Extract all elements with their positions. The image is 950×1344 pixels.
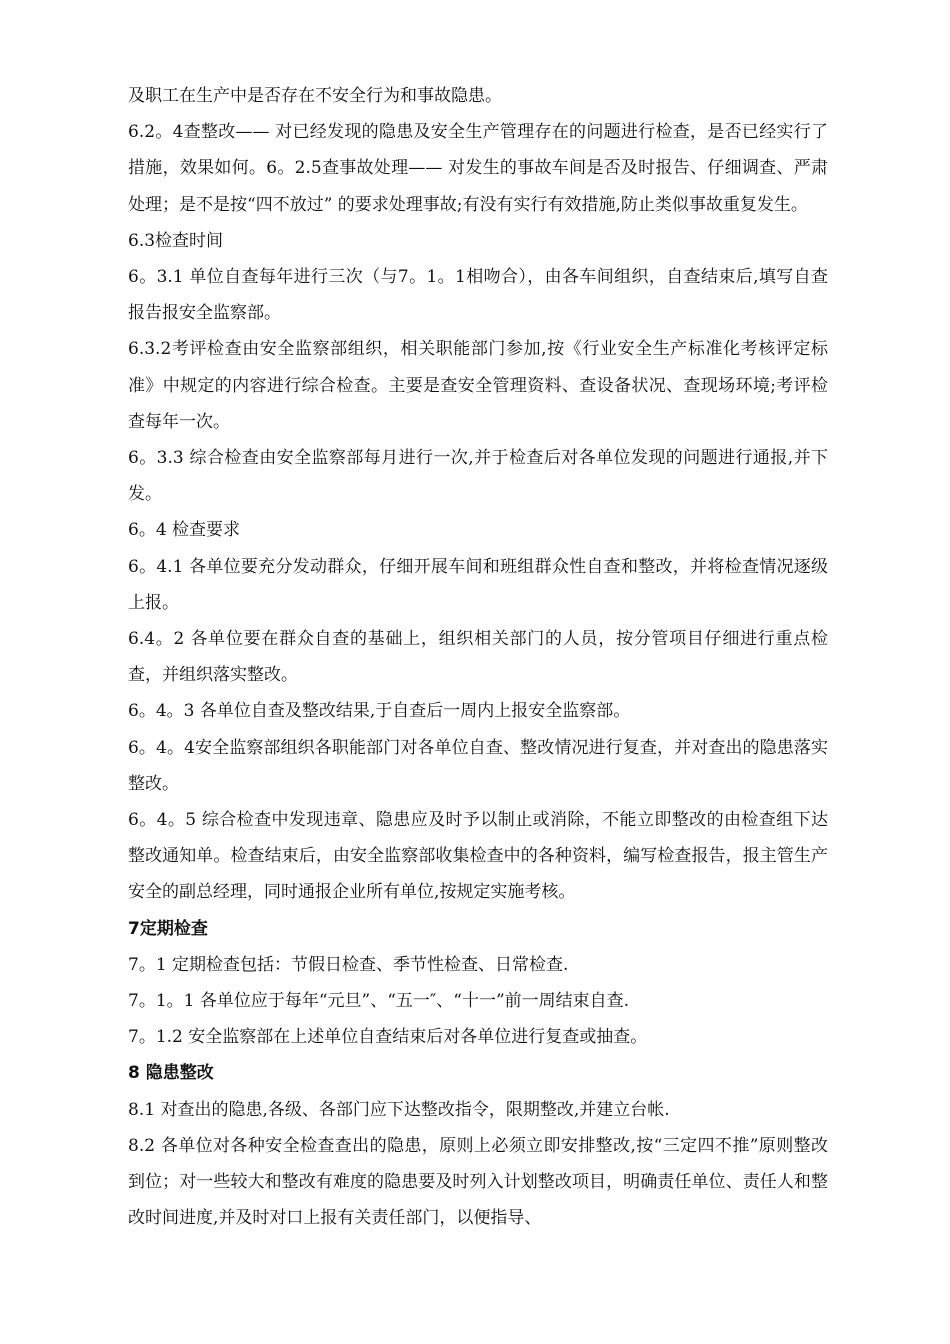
paragraph: 7。1 定期检查包括：节假日检查、季节性检查、日常检查. — [128, 954, 569, 975]
paragraph: 6.3.2考评检查由安全监察部组织，相关职能部门参加,按《行业安全生产标准化考核评定标准》中规定的内容进行综合检查。主要是查安全管理资料、查设备状况、查现场环境;考评检查每年一次。 — [128, 339, 828, 432]
paragraph: 6。4。4安全监察部组织各职能部门对各单位自查、整改情况进行复查，并对查出的隐患落实整改。 — [128, 737, 828, 794]
paragraph: 6。4.1 各单位要充分发动群众，仔细开展车间和班组群众性自查和整改，并将检查情况逐级上报。 — [128, 556, 828, 613]
paragraph: 6.3检查时间 — [128, 230, 224, 251]
document-body — [128, 78, 828, 1237]
section-heading: 7定期检查 — [128, 918, 208, 939]
paragraph: 8.2 各单位对各种安全检查查出的隐患，原则上必须立即安排整改,按“三定四不推”原则整改到位；对一些较大和整改有难度的隐患要及时列入计划整改项目，明确责任单位、责任人和整改时间进度,并及时对口上报有关责任部门，以便指导、 — [128, 1135, 828, 1229]
paragraph: 6.4。2 各单位要在群众自查的基础上，组织相关部门的人员，按分管项目仔细进行重点检查，并组织落实整改。 — [128, 629, 828, 686]
paragraph: 6。3.1 单位自查每年进行三次（与7。1。1相吻合），由各车间组织，自查结束后,填写自查报告报安全监察部。 — [128, 267, 828, 324]
paragraph: 7。1.2 安全监察部在上述单位自查结束后对各单位进行复查或抽查。 — [128, 1027, 648, 1048]
paragraph: 6。4。3 各单位自查及整改结果,于自查后一周内上报安全监察部。 — [128, 701, 631, 722]
paragraph: 6.2。4查整改—— 对已经发现的隐患及安全生产管理存在的问题进行检查，是否已经实行了措施，效果如何。6。2.5查事故处理—— 对发生的事故车间是否及时报告、仔细调查、严肃处理；是不是按“四不放过” 的要求处理事故;有没有实行有效措施,防止类似事故重复发生。 — [128, 122, 828, 215]
section-heading: 8 隐患整改 — [128, 1063, 214, 1084]
paragraph: 7。1。1 各单位应于每年“元旦”、“五一″、“十一”前一周结束自查. — [128, 991, 630, 1012]
paragraph: 6。4。5 综合检查中发现违章、隐患应及时予以制止或消除，不能立即整改的由检查组下达整改通知单。检查结束后，由安全监察部收集检查中的各种资料，编写检查报告，报主管生产安全的副总经理，同时通报企业所有单位,按规定实施考核。 — [128, 810, 828, 903]
paragraph: 6。4 检查要求 — [128, 520, 241, 541]
paragraph: 及职工在生产中是否存在不安全行为和事故隐患。 — [128, 86, 502, 106]
paragraph: 8.1 对查出的隐患,各级、各部门应下达整改指令，限期整改,并建立台帐. — [128, 1099, 670, 1120]
paragraph: 6。3.3 综合检查由安全监察部每月进行一次,并于检查后对各单位发现的问题进行通报,并下发。 — [128, 448, 828, 505]
